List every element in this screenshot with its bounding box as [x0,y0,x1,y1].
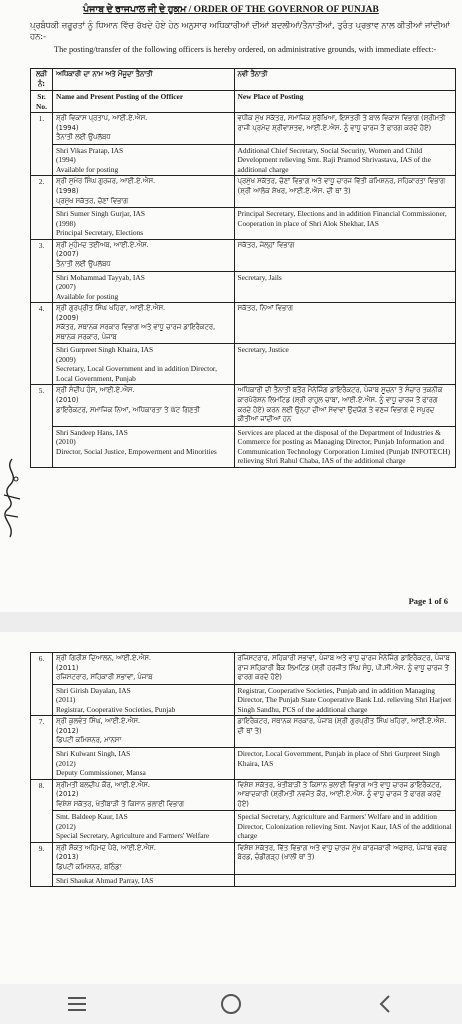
present-line-pa: ਸ਼੍ਰੀ ਸੁਮੇਰ ਸਿੰਘ ਗੁਰਜਰ, ਆਈ.ਏ.ਐਸ. [55,177,156,186]
present-line-pa: (2012) [55,790,79,799]
table-body-page-1 [31,113,456,468]
present-line-en: Registrar, Cooperative Societies, Punjab [55,704,176,714]
table-row [31,653,456,685]
present-line-pa: ਤੈਨਾਤੀ ਲਈ ਉਪਲੱਬਧ [55,259,111,268]
table-row [31,303,456,344]
present-posting-pa [52,113,234,145]
serial-number: 8. [31,779,53,842]
back-chevron-icon [378,994,392,1014]
document-page-2 [0,632,462,984]
header-new-pa: ਨਵੀਂ ਤੈਨਾਤੀ [234,69,455,91]
present-line-pa: ਸ਼੍ਰੀ ਵਿਕਾਸ ਪ੍ਰਤਾਪ, ਆਈ.ਏ.ਐਸ. [55,114,148,123]
present-line-en: Smt. Baldeep Kaur, IAS [55,812,128,822]
present-line-en: Secretary, Local Government and in addition Director, Local Government, Punjab [55,364,217,383]
table-row [31,811,456,843]
present-posting-en [52,874,234,887]
present-line-en: Shri Mohammad Tayyab, IAS [55,272,145,282]
present-line-en: Shri Vikas Pratap, IAS [55,145,124,155]
present-posting-pa [52,385,234,426]
table-row [31,684,456,716]
present-posting-en [52,684,234,716]
present-line-en: (1998) [55,218,76,228]
new-posting-pa: ਵਧੀਕ ਮੁੱਖ ਸਕੱਤਰ, ਸਮਾਜਿਕ ਸੁਰੱਖਿਆ, ਇਸਤਰੀ ਤੇ ਬਾਲ ਵਿਕਾਸ ਵਿਭਾਗ (ਸ਼੍ਰੀਮਤੀ ਰਾਜੀ ਪ੍ਰਮੋਦ ਸ਼੍ਰੀਵਾਸਤਵ, ਆਈ.ਏ.ਐਸ. ਨੂੰ ਵਾਧੂ ਚਾਰਜ ਤੋਂ ਫਾਰਗ ਕਰਦੇ ਹੋਏ) [234,113,455,145]
present-line-en: Shri Shaukat Ahmad Parray, IAS [55,875,154,885]
present-line-pa: (2007) [55,250,79,259]
present-posting-en [52,811,234,843]
present-line-pa: ਸ਼੍ਰੀ ਮੁਹੰਮਦ ਤਈਅਬ, ਆਈ.ਏ.ਐਸ. [55,240,149,249]
android-navigation-bar [0,984,462,1024]
present-line-pa: ਸ਼੍ਰੀ ਸੰਦੀਪ ਹੰਸ, ਆਈ.ਏ.ਐਸ. [55,386,135,395]
intro-punjabi: ਪ੍ਰਬੰਧਕੀ ਜ਼ਰੂਰਤਾਂ ਨੂੰ ਧਿਆਨ ਵਿੱਚ ਰੱਖਦੇ ਹੋਏ ਹੇਠ ਅਨੁਸਾਰ ਅਧਿਕਾਰੀਆਂ ਦੀਆਂ ਬਦਲੀਆਂ/ਤੈਨਾਤੀਆਂ, ਤੁਰੰਤ ਪ੍ਰਭਾਵ ਨਾਲ ਕੀਤੀਆਂ ਜਾਂਦੀਆਂ ਹਨ:- [30,20,450,41]
present-line-en: (2012) [55,821,76,831]
table-row [31,426,456,467]
present-line-pa: ਡਿਪਟੀ ਕਮਿਸ਼ਨਰ, ਮਾਨਸਾ [55,736,122,745]
header-present-pa: ਅਧਿਕਾਰੀ ਦਾ ਨਾਮ ਅਤੇ ਮੌਜੂਦਾ ਤੈਨਾਤੀ [52,69,234,91]
present-posting-en [52,271,234,303]
present-line-pa: (1998) [55,187,79,196]
present-line-en: (2012) [55,758,76,768]
posting-table-page-1 [30,68,456,468]
present-line-pa: ਸ਼੍ਰੀ ਗਿਰੀਸ਼ ਦਿਆਲਨ, ਆਈ.ਏ.ਐਸ. [55,654,152,662]
present-posting-pa [52,653,234,685]
present-line-pa: ਸ਼੍ਰੀ ਕੁਲਵੰਤ ਸਿੰਘ, ਆਈ.ਏ.ਐਸ. [55,717,141,726]
present-line-en: Shri Girish Dayalan, IAS [55,685,131,695]
present-line-en: (2009) [55,354,76,364]
new-posting-en: Principal Secretary, Elections and in addition Financial Commissioner, Cooperation in place of Shri Alok Shekhar, IAS [234,208,455,240]
table-row [31,779,456,811]
present-line-pa: (2009) [55,313,79,322]
new-posting-en: Director, Local Government, Punjab in place of Shri Gurpreet Singh Khaira, IAS [234,748,455,780]
present-line-pa: ਰਜਿਸਟਰਾਰ, ਸਹਿਕਾਰੀ ਸਭਾਵਾਂ, ਪੰਜਾਬ [55,673,153,682]
present-line-en: Available for posting [55,291,119,301]
table-header-punjabi [31,69,456,91]
table-row [31,271,456,303]
new-posting-en: Secretary, Justice [234,344,455,385]
table-row [31,176,456,208]
present-line-pa: ਡਿਪਟੀ ਕਮਿਸ਼ਨਰ, ਬਠਿੰਡਾ [55,863,122,872]
present-line-en: Shri Kulwant Singh, IAS [55,749,131,759]
present-line-pa: ਸਕੱਤਰ, ਸਥਾਨਕ ਸਰਕਾਰ ਵਿਭਾਗ ਅਤੇ ਵਾਧੂ ਚਾਰਜ ਡਾਇਰੈਕਟਰ, ਸਥਾਨਕ ਸਰਕਾਰ, ਪੰਜਾਬ [55,323,216,341]
present-posting-pa [52,303,234,344]
present-posting-pa [52,779,234,811]
table-row [31,716,456,748]
posting-table-page-2 [30,652,456,887]
present-line-en: (2010) [55,437,76,447]
page-separator [0,612,462,632]
handwritten-signature [0,455,26,541]
present-line-pa: ਡਾਇਰੈਕਟਰ, ਸਮਾਜਿਕ ਨਿਆਂ, ਅਧਿਕਾਰਤਾ ਤੇ ਘੱਟ ਗਿਣਤੀ [55,405,200,414]
present-line-pa: ਤੈਨਾਤੀ ਲਈ ਉਪਲੱਬਧ [55,133,111,142]
present-line-en: (1994) [55,155,76,165]
new-posting-pa: ਅਧਿਕਾਰੀ ਦੀ ਤੈਨਾਤੀ ਬਤੌਰ ਮੈਨੇਜਿੰਗ ਡਾਇਰੈਕਟਰ, ਪੰਜਾਬ ਸੂਚਨਾ ਤੇ ਸੰਚਾਰ ਤਕਨੀਕ ਕਾਰਪੋਰੇਸ਼ਨ ਲਿਮਟਿਡ (ਸ਼੍ਰੀ ਰਾਹੁਲ ਚਾਬਾ, ਆਈ.ਏ.ਐਸ. ਨੂੰ ਵਾਧੂ ਚਾਰਜ ਤੋਂ ਫਾਰਗ ਕਰਦੇ ਹੋਏ) ਕਰਨ ਲਈ ਉਨ੍ਹਾਂ ਦੀਆਂ ਸੇਵਾਵਾਂ ਉਦਯੋਗ ਤੇ ਵਣਜ ਵਿਭਾਗ ਦੇ ਸਪੁਰਦ ਕੀਤੀਆਂ ਜਾਂਦੀਆਂ ਹਨ [234,385,455,426]
present-posting-pa [52,842,234,874]
present-posting-pa [52,239,234,271]
present-line-en: Shri Sandeep Hans, IAS [55,427,128,437]
new-posting-en: Additional Chief Secretary, Social Security, Women and Child Development relieving Smt. Raji Pramod Shrivastava, IAS of the additional charge [234,144,455,176]
table-row [31,385,456,426]
home-button[interactable] [201,984,261,1024]
menu-icon [67,996,87,1012]
table-row [31,874,456,887]
present-line-en: Shri Sumer Singh Gurjar, IAS [55,209,145,219]
present-posting-en [52,344,234,385]
present-line-pa: (2013) [55,853,79,862]
new-posting-en: Services are placed at the disposal of the Department of Industries & Commerce for posting as Managing Director, Punjab Information and Communication Technology Corporation Limited (Punjab INFOTECH) relieving Shri Rahul Chaba, IAS of the additional charge [234,426,455,467]
serial-number: 2. [31,176,53,239]
present-line-pa: ਸ਼੍ਰੀਮਤੀ ਬਲਦੀਪ ਕੌਰ, ਆਈ.ਏ.ਐਸ. [55,780,150,789]
present-posting-en [52,426,234,467]
new-posting-pa: ਪ੍ਰਮੁੱਖ ਸਕੱਤਰ, ਚੋਣਾਂ ਵਿਭਾਗ ਅਤੇ ਵਾਧੂ ਚਾਰਜ ਵਿੱਤੀ ਕਮਿਸ਼ਨਰ, ਸਹਿਕਾਰਤਾ ਵਿਭਾਗ (ਸ਼੍ਰੀ ਆਲੋਕ ਸ਼ੇਖਰ, ਆਈ.ਏ.ਐਸ. ਦੀ ਥਾਂ ਤੇ) [234,176,455,208]
present-line-en: Director, Social Justice, Empowerment and Minorities [55,446,217,456]
new-posting-pa: ਵਿਸ਼ੇਸ਼ ਸਕੱਤਰ, ਵਿੱਤ ਵਿਭਾਗ ਅਤੇ ਵਾਧੂ ਚਾਰਜ ਮੁੱਖ ਕਾਰਜਕਾਰੀ ਅਫਸਰ, ਪੰਜਾਬ ਵਕਫ ਬੋਰਡ, ਚੰਡੀਗੜ੍ਹ (ਖਾਲੀ ਥਾਂ ਤੇ) [234,842,455,874]
intro-english: The posting/transfer of the following officers is hereby ordered, on administrative grounds, with immediate effect:- [54,45,437,54]
page-number: Page 1 of 6 [408,596,448,606]
present-line-pa: (1994) [55,123,79,132]
serial-number: 7. [31,716,53,779]
table-row [31,113,456,145]
present-line-pa: ਸ਼੍ਰੀ ਸ਼ੌਕਤ ਅਹਿਮਦ ਪੈਰੇ, ਆਈ.ਏ.ਐਸ. [55,843,156,852]
serial-number: 9. [31,842,53,886]
present-line-pa: (2010) [55,396,79,404]
present-posting-pa [52,716,234,748]
new-posting-pa: ਸਕੱਤਰ, ਨਿਆਂ ਵਿਭਾਗ [234,303,455,344]
new-posting-en [234,874,455,887]
present-line-en: Available for posting [55,164,119,174]
table-row [31,208,456,240]
new-posting-pa: ਰਜਿਸਟਰਾਰ, ਸਹਿਕਾਰੀ ਸਭਾਵਾਂ, ਪੰਜਾਬ ਅਤੇ ਵਾਧੂ ਚਾਰਜ ਮੈਨੇਜਿੰਗ ਡਾਇਰੈਕਟਰ, ਪੰਜਾਬ ਰਾਜ ਸਹਿਕਾਰੀ ਬੈਂਕ ਲਿਮਟਿਡ (ਸ਼੍ਰੀ ਹਰਜੀਤ ਸਿੰਘ ਸੰਧੂ, ਪੀ.ਸੀ.ਐਸ. ਨੂੰ ਵਾਧੂ ਚਾਰਜ ਤੋਂ ਫਾਰਗ ਕਰਦੇ ਹੋਏ) [234,653,455,685]
table-row [31,842,456,874]
serial-number: 4. [31,303,53,385]
present-posting-pa [52,176,234,208]
present-line-en: Special Secretary, Agriculture and Farmers' Welfare [55,831,210,841]
present-line-pa: ਪ੍ਰਮੁੱਖ ਸਕੱਤਰ, ਚੋਣਾਂ ਵਿਭਾਗ [55,196,128,205]
menu-button[interactable] [47,984,107,1024]
serial-number: 1. [31,113,53,176]
serial-number: 3. [31,239,53,302]
present-line-en: Shri Gurpreet Singh Khaira, IAS [55,345,154,355]
present-posting-en [52,144,234,176]
present-line-en: (2007) [55,282,76,292]
serial-number: 5. [31,385,53,467]
serial-number: 6. [31,653,53,716]
new-posting-pa: ਸਕੱਤਰ, ਜੇਲ੍ਹਾਂ ਵਿਭਾਗ [234,239,455,271]
present-line-pa: ਵਿਸ਼ੇਸ਼ ਸਕੱਤਰ, ਖੇਤੀਬਾੜੀ ਤੇ ਕਿਸਾਨ ਭਲਾਈ ਵਿਭਾਗ [55,799,184,808]
present-line-pa: ਸ਼੍ਰੀ ਗੁਰਪ੍ਰੀਤ ਸਿੰਘ ਖਹਿਰਾ, ਆਈ.ਏ.ਐਸ. [55,304,166,313]
table-row [31,344,456,385]
table-row [31,144,456,176]
table-row [31,239,456,271]
document-title: ਪੰਜਾਬ ਦੇ ਰਾਜਪਾਲ ਜੀ ਦੇ ਹੁਕਮ / ORDER OF THE GOVERNOR OF PUNJAB [83,5,379,15]
table-row [31,748,456,780]
present-line-en: Principal Secretary, Elections [55,228,144,238]
new-posting-en: Registrar, Cooperative Societies, Punjab and in addition Managing Director, The Punjab State Cooperative Bank Ltd. relieving Shri Harjeet Singh Sandhu, PCS of the additional charge [234,684,455,716]
new-posting-pa: ਡਾਇਰੈਕਟਰ, ਸਥਾਨਕ ਸਰਕਾਰ, ਪੰਜਾਬ (ਸ਼੍ਰੀ ਗੁਰਪ੍ਰੀਤ ਸਿੰਘ ਖਹਿਰਾ, ਆਈ.ਏ.ਐਸ. ਦੀ ਥਾਂ ਤੇ) [234,716,455,748]
header-sr-pa: ਲੜੀ ਨੰ: [31,69,53,91]
table-body-page-2 [31,653,456,887]
header-present-en: Name and Present Posting of the Officer [52,91,234,113]
present-posting-en [52,748,234,780]
home-circle-icon [220,993,242,1015]
present-line-pa: (2011) [55,663,79,672]
new-posting-en: Secretary, Jails [234,271,455,303]
present-posting-en [52,208,234,240]
header-sr-en: Sr. No. [31,91,53,113]
back-button[interactable] [355,984,415,1024]
present-line-pa: (2012) [55,726,79,735]
new-posting-pa: ਵਿਸ਼ੇਸ਼ ਸਕੱਤਰ, ਖੇਤੀਬਾੜੀ ਤੇ ਕਿਸਾਨ ਭਲਾਈ ਵਿਭਾਗ ਅਤੇ ਵਾਧੂ ਚਾਰਜ ਡਾਇਰੈਕਟਰ, ਆਬਾਦਕਾਰੀ (ਸ਼੍ਰੀਮਤੀ ਨਵਜੋਤ ਕੌਰ, ਆਈ.ਏ.ਐਸ. ਨੂੰ ਵਾਧੂ ਚਾਰਜ ਤੋਂ ਫਾਰਗ ਕਰਦੇ ਹੋਏ) [234,779,455,811]
new-posting-en: Special Secretary, Agriculture and Farmers' Welfare and in addition Director, Colonization relieving Smt. Navjot Kaur, IAS of the additional charge [234,811,455,843]
present-line-en: Deputy Commissioner, Mansa [55,768,146,778]
present-line-en: (2011) [55,695,76,705]
table-header-english [31,91,456,113]
header-new-en: New Place of Posting [234,91,455,113]
